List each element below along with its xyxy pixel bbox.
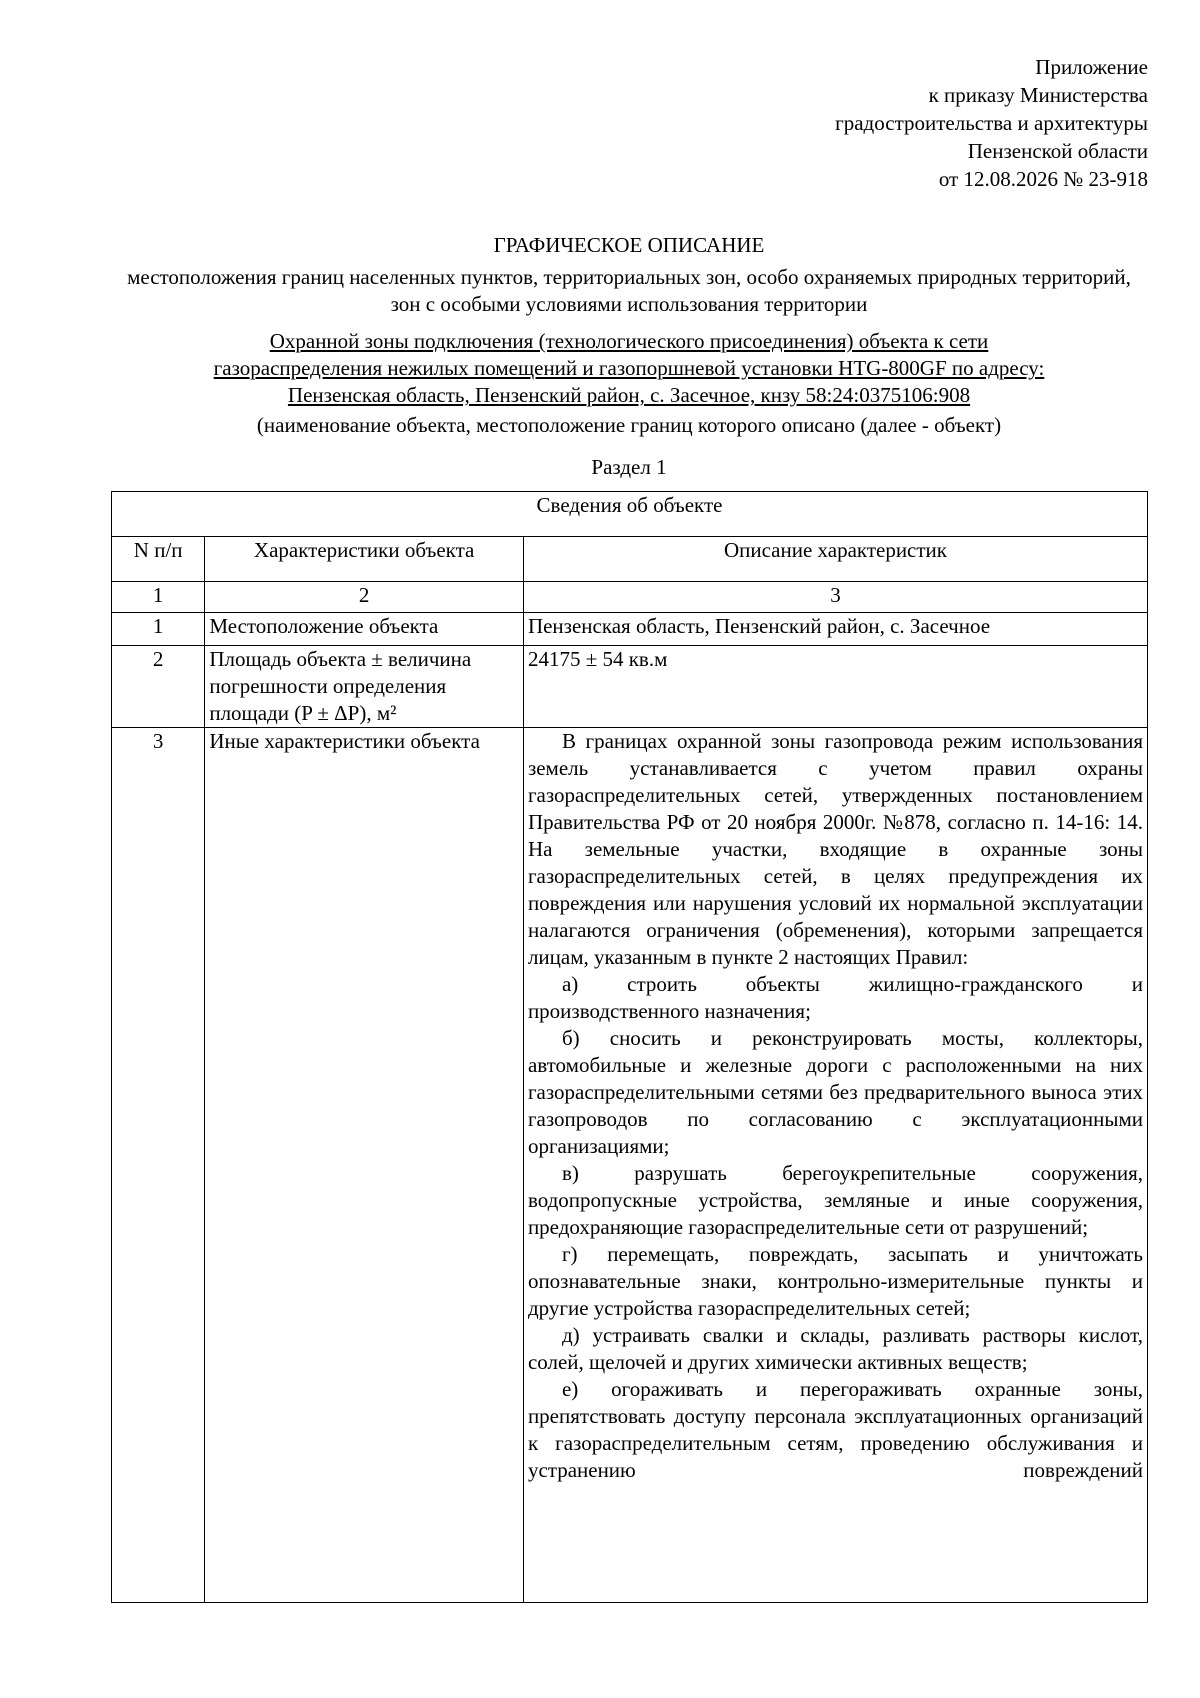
object-name-line: Пензенская область, Пензенский район, с. Засечное, кнзу 58:24:0375106:908: [287, 383, 971, 407]
approval-block: [628, 53, 1148, 193]
approval-line: градостроительства и архитектуры: [835, 111, 1148, 135]
restriction-item: г) перемещать, повреждать, засыпать и уничтожать опознавательные знаки, контрольно-измерительные пункты и другие устройства газораспределительных сетей;: [527, 1242, 1143, 1320]
object-info-table: [111, 491, 1148, 1603]
approval-date-number: от 12.08.2026 № 23-918: [938, 167, 1148, 191]
table-header-row: [112, 537, 1148, 582]
section-heading: Раздел 1: [591, 455, 667, 479]
table-row: [112, 613, 1148, 646]
restriction-paragraph: В границах охранной зоны газопровода режим использования земель устанавливается с учетом правил охраны газораспределительных сетей, утвержденных постановлением Правительства РФ от 20 ноября 2000г. №878, согласно п. 14-16: 14. На земельные участки, входящие в охранные зоны газораспределительных сетей, в целях предупреждения их повреждения или нарушения условий их нормальной эксплуатации налагаются ограничения (обременения), которыми запрещается лицам, указанным в пункте 2 настоящих Правил:: [527, 729, 1143, 969]
restriction-item: в) разрушать берегоукрепительные сооружения, водопропускные устройства, земляные и иные сооружения, предохраняющие газораспределительные сети от разрушений;: [527, 1161, 1143, 1239]
document-title: ГРАФИЧЕСКОЕ ОПИСАНИЕ: [493, 233, 765, 257]
object-name-line: Охранной зоны подключения (технологического присоединения) объекта к сети: [269, 329, 989, 353]
table-row: [112, 646, 1148, 728]
row-description: 24175 ± 54 кв.м: [523, 646, 1147, 728]
row-description: Пензенская область, Пензенский район, с. Засечное: [523, 613, 1147, 646]
table-caption: Сведения об объекте: [112, 492, 1148, 537]
row-characteristic: Площадь объекта ± величина погрешности определения площади (P ± ΔP), м²: [205, 646, 524, 728]
header-description: Описание характеристик: [523, 537, 1147, 582]
object-name: [110, 328, 1148, 409]
restriction-item: д) устраивать свалки и склады, разливать растворы кислот, солей, щелочей и других химически активных веществ;: [527, 1323, 1143, 1374]
table-caption-row: [112, 492, 1148, 537]
row-characteristic: Местоположение объекта: [205, 613, 524, 646]
restriction-item: е) огораживать и перегораживать охранные зоны, препятствовать доступу персонала эксплуатационных организаций к газораспределительным сетям, проведению обслуживания и устранению повреждений: [527, 1377, 1143, 1482]
column-number: 1: [112, 582, 205, 613]
approval-line: Пензенской области: [967, 139, 1148, 163]
header-characteristics: Характеристики объекта: [205, 537, 524, 582]
column-number: 3: [523, 582, 1147, 613]
row-number: 2: [112, 646, 205, 728]
column-number-row: [112, 582, 1148, 613]
row-description: [523, 728, 1147, 1603]
row-characteristic: Иные характеристики объекта: [205, 728, 524, 1603]
document-subtitle: местоположения границ населенных пунктов, территориальных зон, особо охраняемых природных территорий, зон с особыми условиями использования территории: [127, 265, 1131, 316]
object-name-line: газораспределения нежилых помещений и газопоршневой установки HTG-800GF по адресу:: [213, 356, 1045, 380]
approval-line: Приложение: [1035, 55, 1148, 79]
column-number: 2: [205, 582, 524, 613]
approval-line: к приказу Министерства: [928, 83, 1148, 107]
row-number: 3: [112, 728, 205, 1603]
header-number: N п/п: [112, 537, 205, 582]
restriction-item: б) сносить и реконструировать мосты, коллекторы, автомобильные и железные дороги с расположенными на них газораспределительными сетями без предварительного выноса этих газопроводов по согласованию с эксплуатационными организациями;: [527, 1026, 1143, 1158]
table-row: [112, 728, 1148, 1603]
row-number: 1: [112, 613, 205, 646]
restriction-item: а) строить объекты жилищно-гражданского и производственного назначения;: [527, 972, 1143, 1023]
object-caption: (наименование объекта, местоположение границ которого описано (далее - объект): [256, 413, 1002, 437]
